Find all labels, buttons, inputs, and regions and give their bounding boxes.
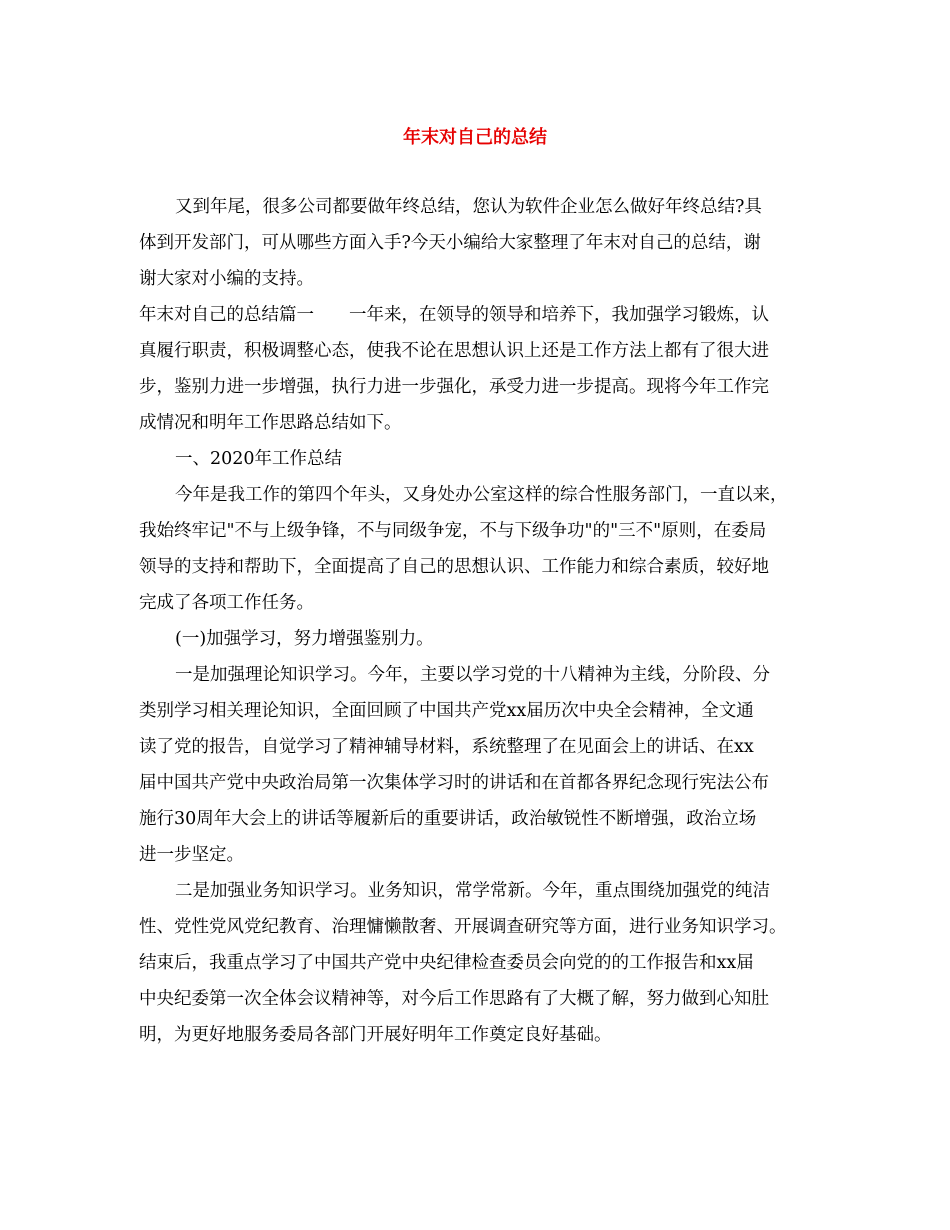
body-line-11: 领导的支持和帮助下，全面提高了自己的思想认识、工作能力和综合素质，较好地 (139, 557, 769, 577)
body-line-20: 二是加强业务知识学习。业务知识，常学常新。今年，重点围绕加强党的纯洁 (175, 881, 770, 901)
subsection-heading-1: (一)加强学习，努力增强鉴别力。 (175, 629, 434, 649)
body-line-4: 年末对自己的总结篇一 一年来，在领导的领导和培养下，我加强学习锻炼，认 (139, 305, 769, 325)
body-line-23: 中央纪委第一次全体会议精神等，对今后工作思路有了大概了解，努力做到心知肚 (139, 989, 769, 1009)
body-line-5: 真履行职责，积极调整心态，使我不论在思想认识上还是工作方法上都有了很大进 (139, 341, 769, 361)
body-line-22: 结束后，我重点学习了中国共产党中央纪律检查委员会向党的的工作报告和xx届 (139, 953, 754, 973)
body-line-6: 步，鉴别力进一步增强，执行力进一步强化，承受力进一步提高。现将今年工作完 (139, 377, 769, 397)
body-line-9: 今年是我工作的第四个年头，又身处办公室这样的综合性服务部门，一直以来， (175, 485, 788, 505)
body-line-10: 我始终牢记"不与上级争锋，不与同级争宠，不与下级争功"的"三不"原则，在委局 (139, 521, 767, 541)
body-line-21: 性、党性党风党纪教育、治理慵懒散奢、开展调查研究等方面，进行业务知识学习。 (139, 917, 787, 937)
section-heading-1: 一、2020年工作总结 (175, 449, 343, 469)
body-line-16: 读了党的报告，自觉学习了精神辅导材料，系统整理了在见面会上的讲话、在xx (139, 737, 754, 757)
document-title: 年末对自己的总结 (403, 127, 547, 148)
body-line-17: 届中国共产党中央政治局第一次集体学习时的讲话和在首都各界纪念现行宪法公布 (139, 773, 769, 793)
body-line-19: 进一步坚定。 (139, 845, 244, 865)
body-line-12: 完成了各项工作任务。 (139, 593, 314, 613)
body-line-18: 施行30周年大会上的讲话等履新后的重要讲话，政治敏锐性不断增强，政治立场 (139, 809, 757, 829)
body-line-7: 成情况和明年工作思路总结如下。 (139, 413, 402, 433)
body-line-24: 明，为更好地服务委局各部门开展好明年工作奠定良好基础。 (139, 1025, 612, 1045)
body-line-2: 体到开发部门，可从哪些方面入手?今天小编给大家整理了年末对自己的总结，谢 (139, 233, 761, 253)
body-line-15: 类别学习相关理论知识，全面回顾了中国共产党xx届历次中央全会精神，全文通 (139, 701, 754, 721)
body-line-1: 又到年尾，很多公司都要做年终总结，您认为软件企业怎么做好年终总结?具 (175, 197, 762, 217)
body-line-14: 一是加强理论知识学习。今年，主要以学习党的十八精神为主线，分阶段、分 (175, 665, 770, 685)
body-line-3: 谢大家对小编的支持。 (139, 269, 314, 289)
